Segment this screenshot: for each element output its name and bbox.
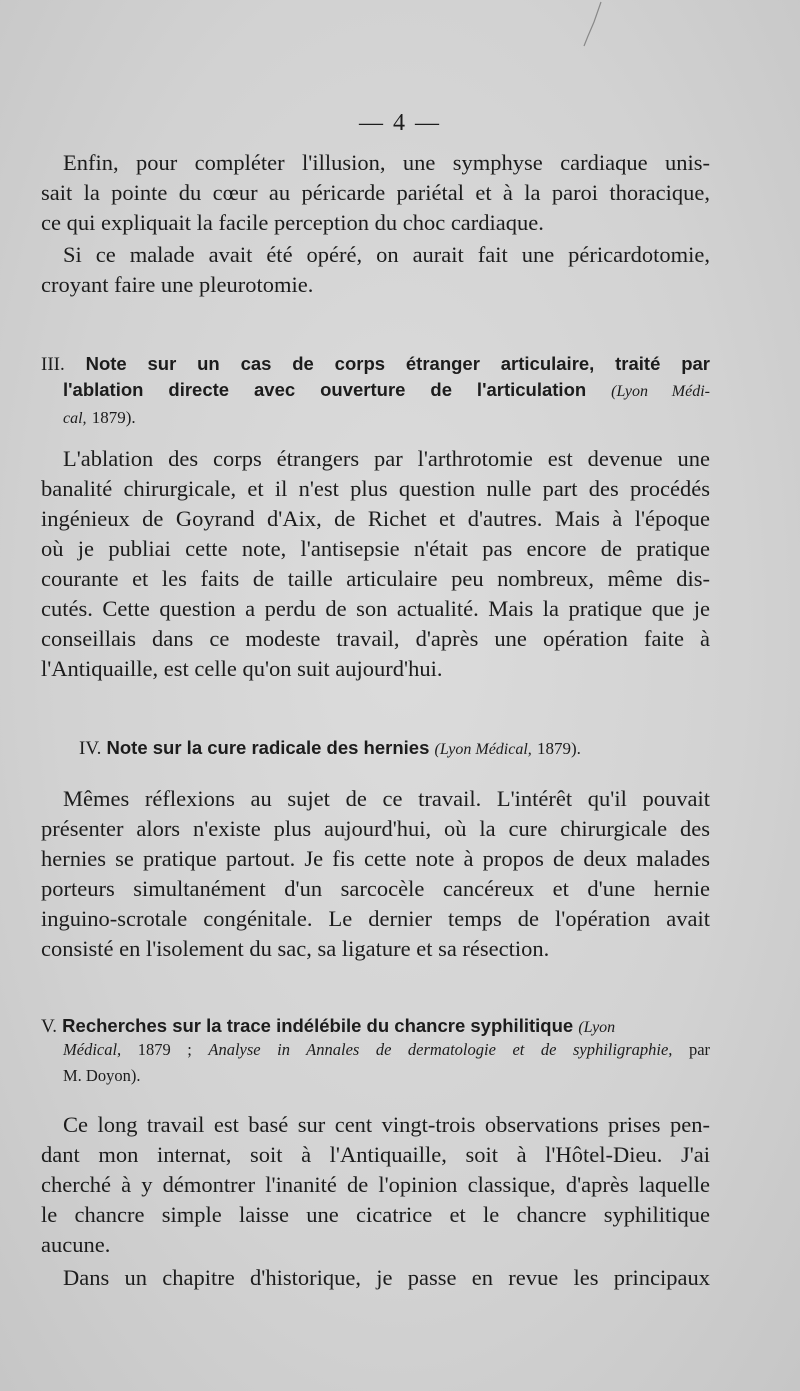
section-number: III. (41, 354, 65, 375)
text-line: ce qui expliquait la facile perception du choc cardiaque. (41, 210, 544, 235)
text-line: conseillais dans ce modeste travail, d'après une opération faite à (41, 626, 710, 651)
text-line: Si ce malade avait été opéré, on aurait fait une péricardotomie, (63, 242, 710, 267)
paragraph-chancre (41, 1110, 710, 1260)
text-line: dant mon internat, soit à l'Antiquaille, soit à l'Hôtel-Dieu. J'ai (41, 1142, 710, 1167)
text-line: L'ablation des corps étrangers par l'arthrotomie est devenue une (63, 446, 710, 471)
citation-line: M. Doyon). (63, 1066, 141, 1085)
paragraph-symphyse (41, 148, 710, 238)
section-title: Note sur la cure radicale des hernies (106, 737, 430, 758)
text-line: Mêmes réflexions au sujet de ce travail. L'intérêt qu'il pouvait (63, 786, 710, 811)
paragraph-arthrotomie (41, 444, 710, 684)
text-line: consisté en l'isolement du sac, sa ligature et sa résection. (41, 936, 550, 961)
heading-line (41, 404, 710, 431)
heading-line (41, 1013, 710, 1040)
section-title: Recherches sur la trace indélébile du chancre syphilitique (62, 1015, 574, 1036)
text-line: cutés. Cette question a perdu de son actualité. Mais la pratique que je (41, 596, 710, 621)
text-line: le chancre simple laisse une cicatrice et le chancre syphilitique (41, 1202, 710, 1227)
section-number: IV. (79, 738, 102, 759)
page-number: — 4 — (359, 110, 441, 136)
text-line: Enfin, pour compléter l'illusion, une symphyse cardiaque unis- (63, 150, 710, 175)
section-heading-III (41, 351, 710, 431)
section-heading-IV (79, 735, 710, 762)
citation-year: 1879 ; (137, 1040, 192, 1059)
text-line: ingénieux de Goyrand d'Aix, de Richet et d'autres. Mais à l'époque (41, 506, 710, 531)
text-line: aucune. (41, 1232, 111, 1257)
text-line: sait la pointe du cœur au péricarde pariétal et à la paroi thoracique, (41, 180, 710, 205)
text-line: banalité chirurgicale, et il n'est plus question nulle part des procédés (41, 476, 710, 501)
citation-year: 1879). (91, 408, 136, 427)
citation: Médical, (63, 1040, 122, 1059)
pencil-mark (566, 0, 606, 50)
section-heading-V (41, 1013, 710, 1040)
paragraph-historique (41, 1263, 710, 1293)
citation: Analyse in Annales de dermatologie et de syphiligraphie, (208, 1040, 673, 1059)
text-line: croyant faire une pleurotomie. (41, 272, 314, 297)
section-title-cont: l'ablation directe avec ouverture de l'articulation (63, 379, 587, 400)
section-number: V. (41, 1016, 58, 1037)
citation: (Lyon Médical, (434, 741, 532, 758)
text-line: cherché à y démontrer l'inanité de l'opinion classique, d'après laquelle (41, 1172, 710, 1197)
heading-line (79, 735, 710, 762)
heading-line (41, 377, 710, 404)
paragraph-hernies (41, 784, 710, 964)
citation: par (688, 1040, 711, 1059)
text-line: inguino-scrotale congénitale. Le dernier temps de l'opération avait (41, 906, 710, 931)
citation-year: 1879). (536, 739, 581, 758)
text-line: présenter alors n'existe plus aujourd'hui, où la cure chirurgicale des (41, 816, 710, 841)
text-line: porteurs simultanément d'un sarcocèle cancéreux et d'une hernie (41, 876, 710, 901)
text-line: courante et les faits de taille articulaire peu nombreux, même dis- (41, 566, 710, 591)
citation-line (63, 1038, 710, 1062)
citation: cal, (63, 410, 87, 427)
text-line: Ce long travail est basé sur cent vingt-trois observations prises pen- (63, 1112, 710, 1137)
paragraph-malade-opere (41, 240, 710, 300)
citation: (Lyon (578, 1019, 616, 1036)
heading-line (41, 351, 710, 377)
text-line: où je publiai cette note, l'antisepsie n'était pas encore de pratique (41, 536, 710, 561)
section-title: Note sur un cas de corps étranger articulaire, traité par (85, 353, 711, 374)
text-line: Dans un chapitre d'historique, je passe en revue les principaux (63, 1265, 710, 1290)
text-line: l'Antiquaille, est celle qu'on suit aujourd'hui. (41, 656, 443, 681)
text-line: hernies se pratique partout. Je fis cette note à propos de deux malades (41, 846, 710, 871)
citation: (Lyon Médi- (611, 383, 711, 400)
